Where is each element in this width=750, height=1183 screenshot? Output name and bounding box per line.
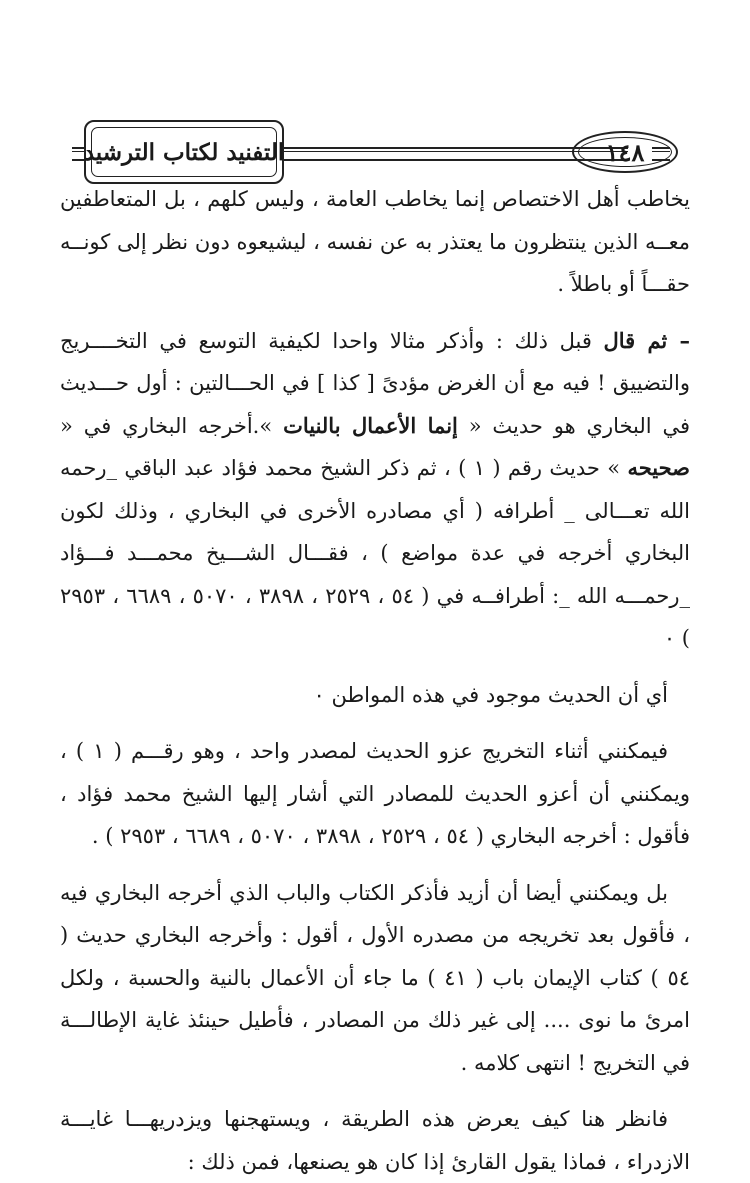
title-frame-inner — [83, 127, 285, 177]
page-number: ١٤٨ — [605, 137, 645, 167]
sahih-title: صحيحه — [627, 455, 690, 480]
paragraph-2-text-c: » حديث رقم ( ١ ) ، ثم ذكر الشيخ محمد فؤاد عبد الباقي _رحمه الله تعـــالى _ أطرافه ( أي مصادره الأخرى في البخاري ، وذلك لكون البخاري أخرجه في عدة مواضع ) ، فقـــال الشـــيخ محمـــد فـــؤاد _رحمـــه الله _: أطرافــه في ( ٥٤ ، ٢٥٢٩ ، ٣٨٩٨ ، ٥٠٧٠ ، ٦٦٨٩ ، ٢٩٥٣ ) ٠ — [60, 456, 690, 650]
paragraph-6: فانظر هنا كيف يعرض هذه الطريقة ، ويستهجنها ويزدريهـــا غايـــة الازدراء ، فماذا يقول القارئ إذا كان هو يصنعها، فمن ذلك : — [60, 1107, 690, 1174]
header-rule-left — [72, 147, 84, 161]
book-title: التفنيد لكتاب الترشيد — [83, 138, 285, 166]
header-rule-right — [652, 147, 670, 161]
title-frame — [84, 120, 284, 184]
paragraph-2-text-a: قبل ذلك : وأذكر مثالا واحدا لكيفية التوسع في التخــــريج والتضييق ! فيه مع أن الغرض مؤدىً [ كذا ] في الحـــالتين : أول حـــديث في البخاري هو حديث « — [60, 328, 690, 438]
paragraph-1: يخاطب أهل الاختصاص إنما يخاطب العامة ، وليس كلهم ، بل المتعاطفين معــه الذين ينتظرون ما يعتذر به عن نفسه ، ليشيعوه دون نظر إلى كونــه حقـــاً أو باطلاً . — [60, 187, 690, 296]
paragraph-2-text-b: ».أخرجه البخاري في « — [60, 413, 284, 438]
paragraph-2-dash: – — [667, 327, 691, 353]
body-text — [60, 178, 690, 1183]
hadith-quote: إنما الأعمال بالنيات — [283, 412, 458, 438]
paragraph-4: فيمكنني أثناء التخريج عزو الحديث لمصدر واحد ، وهو رقـــم ( ١ ) ، ويمكنني أن أعزو الحديث للمصادر التي أشار إليها الشيخ محمد فؤاد ، فأقول : أخرجه البخاري ( ٥٤ ، ٢٥٢٩ ، ٣٨٩٨ ، ٥٠٧٠ ، ٦٦٨٩ ، ٢٩٥٣ ) . — [60, 739, 690, 848]
paragraph-2-lead: ثم قال — [603, 327, 668, 353]
paragraph-3: أي أن الحديث موجود في هذه المواطن ٠ — [313, 682, 668, 707]
paragraph-2 — [60, 320, 690, 660]
paragraph-5: بل ويمكنني أيضا أن أزيد فأذكر الكتاب والباب الذي أخرجه البخاري فيه ، فأقول بعد تخريجه من مصدره الأول ، أقول : وأخرجه البخاري حديث ( ٥٤ ) كتاب الإيمان باب ( ٤١ ) ما جاء أن الأعمال بالنية والحسبة ، ولكل امرئ ما نوى .... إلى غير ذلك من المصادر ، فأطيل حينئذ غاية الإطالـــة في التخريج ! انتهى كلامه . — [60, 880, 690, 1075]
